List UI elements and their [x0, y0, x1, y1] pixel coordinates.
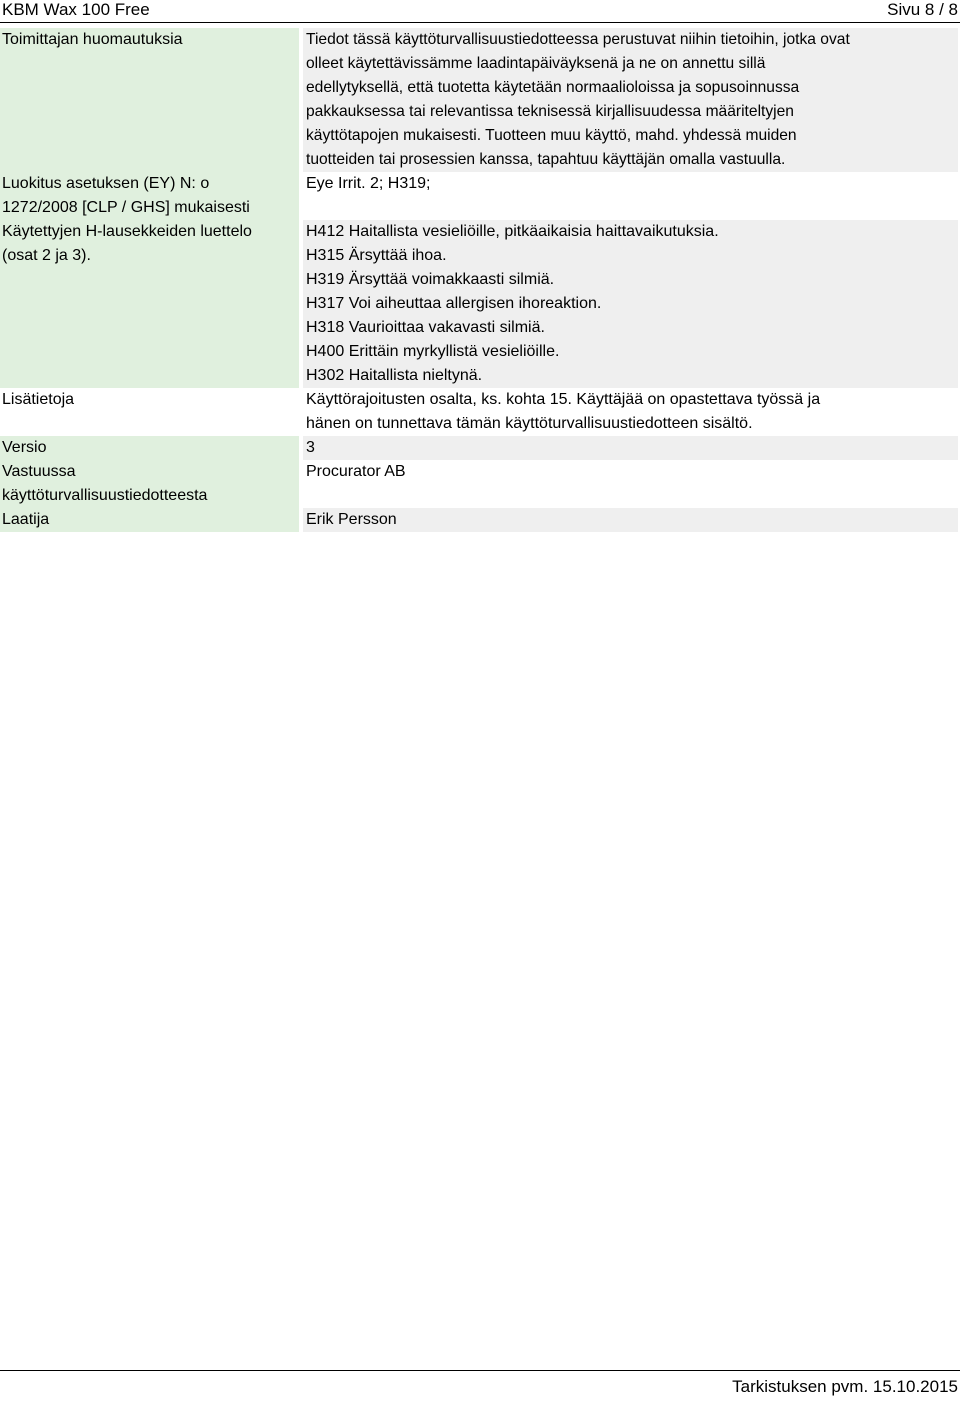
- supplier-notes-line: pakkauksessa tai relevantissa teknisessä kirjallisuudessa määriteltyjen: [306, 103, 794, 120]
- additional-info-line: hänen on tunnettava tämän käyttöturvallisuustiedotteen sisältö.: [306, 415, 753, 432]
- author-label: Laatija: [0, 508, 299, 532]
- supplier-notes-line: edellytyksellä, että tuotetta käytetään normaalioloissa ja sopusoinnussa: [306, 79, 800, 96]
- supplier-notes-value: [303, 28, 958, 172]
- classification-label-line: Luokitus asetuksen (EY) N: o: [2, 175, 210, 192]
- row-h-statements: [0, 220, 958, 388]
- h-statement-item: H318 Vaurioittaa vakavasti silmiä.: [306, 319, 545, 336]
- revision-date: Tarkistuksen pvm. 15.10.2015: [732, 1377, 958, 1396]
- classification-label: [0, 172, 299, 220]
- h-statement-item: H412 Haitallista vesieliöille, pitkäaikaisia haittavaikutuksia.: [306, 223, 719, 240]
- additional-info-label: Lisätietoja: [0, 388, 299, 436]
- additional-info-value: [303, 388, 958, 436]
- h-statement-item: H400 Erittäin myrkyllistä vesieliöille.: [306, 343, 560, 360]
- h-statements-label-line: (osat 2 ja 3).: [2, 247, 91, 264]
- h-statement-item: H319 Ärsyttää voimakkaasti silmiä.: [306, 271, 555, 288]
- supplier-notes-line: käyttötapojen mukaisesti. Tuotteen muu käyttö, mahd. yhdessä muiden: [306, 127, 797, 144]
- responsible-value: Procurator AB: [303, 460, 958, 508]
- additional-info-line: Käyttörajoitusten osalta, ks. kohta 15. Käyttäjää on opastettava työssä ja: [306, 391, 821, 408]
- h-statement-item: H315 Ärsyttää ihoa.: [306, 247, 447, 264]
- document-title: KBM Wax 100 Free: [2, 0, 150, 19]
- h-statement-item: H317 Voi aiheuttaa allergisen ihoreaktion.: [306, 295, 602, 312]
- info-table: [0, 28, 958, 532]
- supplier-notes-line: olleet käytettävissämme laadintapäiväyksenä ja ne on annettu sillä: [306, 55, 766, 72]
- row-version: [0, 436, 958, 460]
- supplier-notes-line: Tiedot tässä käyttöturvallisuustiedotteessa perustuvat niihin tietoihin, jotka ovat: [306, 31, 850, 48]
- responsible-label: [0, 460, 299, 508]
- supplier-notes-label: Toimittajan huomautuksia: [0, 28, 299, 172]
- version-value: 3: [303, 436, 958, 460]
- h-statements-value: [303, 220, 958, 388]
- h-statements-label: [0, 220, 299, 388]
- row-additional-info: [0, 388, 958, 436]
- author-value: Erik Persson: [303, 508, 958, 532]
- page-header: [0, 0, 960, 23]
- responsible-label-line: käyttöturvallisuustiedotteesta: [2, 487, 208, 504]
- classification-value: Eye Irrit. 2; H319;: [303, 172, 958, 220]
- responsible-label-line: Vastuussa: [2, 463, 76, 480]
- row-author: [0, 508, 958, 532]
- row-supplier-notes: [0, 28, 958, 172]
- version-label: Versio: [0, 436, 299, 460]
- h-statements-label-line: Käytettyjen H-lausekkeiden luettelo: [2, 223, 252, 240]
- supplier-notes-line: tuotteiden tai prosessien kanssa, tapahtuu käyttäjän omalla vastuulla.: [306, 151, 786, 168]
- classification-label-line: 1272/2008 [CLP / GHS] mukaisesti: [2, 199, 250, 216]
- row-classification: [0, 172, 958, 220]
- page-number: Sivu 8 / 8: [887, 0, 958, 19]
- row-responsible: [0, 460, 958, 508]
- h-statement-item: H302 Haitallista nieltynä.: [306, 367, 483, 384]
- page-footer: [0, 1370, 960, 1403]
